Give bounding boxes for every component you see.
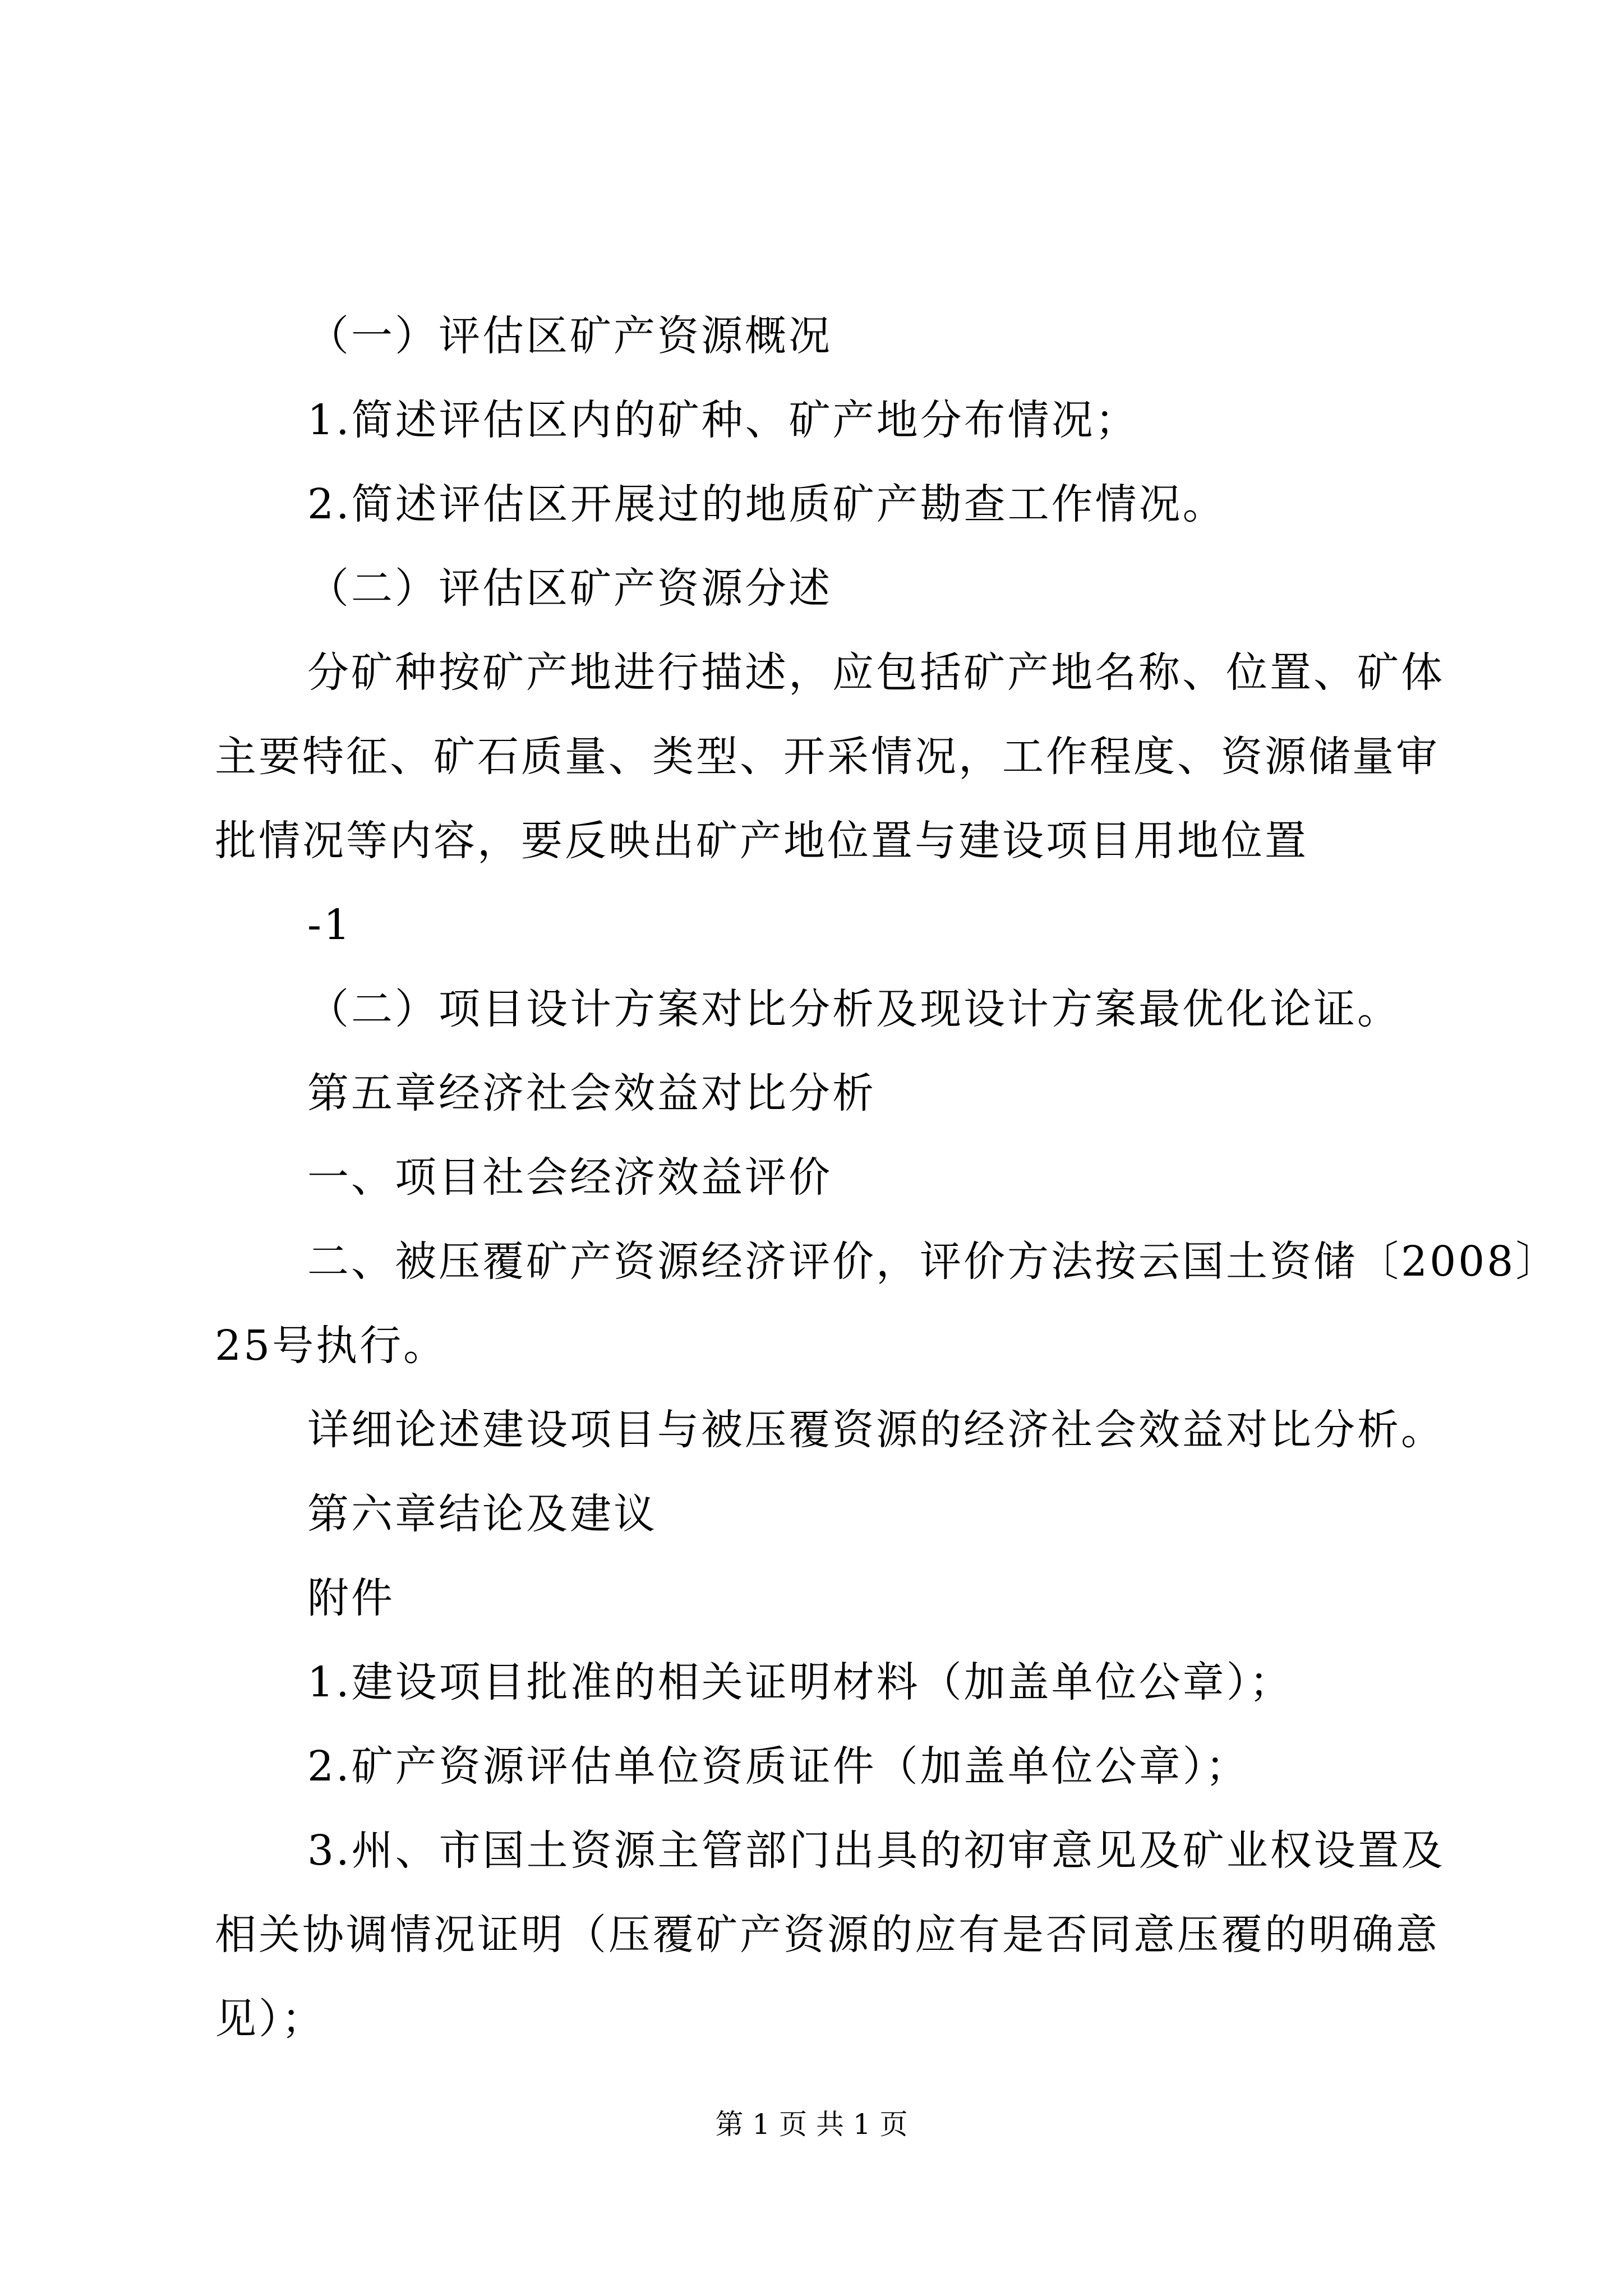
paragraph-line: 主要特征、矿石质量、类型、开采情况，工作程度、资源储量审	[215, 733, 1440, 781]
list-item-2: 2.简述评估区开展过的地质矿产勘查工作情况。	[307, 480, 1227, 528]
paragraph-line: 25号执行。	[215, 1322, 448, 1370]
paragraph-line: 分矿种按矿产地进行描述，应包括矿产地名称、位置、矿体	[307, 648, 1445, 697]
page-footer: 第 1 页 共 1 页	[715, 2108, 908, 2141]
chapter-heading-6: 第六章结论及建议	[307, 1490, 657, 1538]
list-item-1: 1.简述评估区内的矿种、矿产地分布情况；	[307, 396, 1139, 444]
attachment-item-1: 1.建设项目批准的相关证明材料（加盖单位公章）；	[307, 1658, 1293, 1706]
section-heading-evaluation: 一、项目社会经济效益评价	[307, 1153, 832, 1202]
paragraph-line: 批情况等内容，要反映出矿产地位置与建设项目用地位置	[215, 817, 1308, 865]
paragraph-line: 见）；	[215, 1995, 325, 2043]
page-number-marker: -1	[307, 901, 353, 949]
section-heading-design: （二）项目设计方案对比分析及现设计方案最优化论证。	[307, 985, 1401, 1033]
paragraph-line: 相关协调情况证明（压覆矿产资源的应有是否同意压覆的明确意	[215, 1911, 1440, 1959]
attachment-item-3: 3.州、市国土资源主管部门出具的初审意见及矿业权设置及	[307, 1826, 1445, 1875]
section-heading-details: （二）评估区矿产资源分述	[307, 564, 832, 613]
attachment-item-2: 2.矿产资源评估单位资质证件（加盖单位公章）；	[307, 1742, 1249, 1791]
attachments-heading: 附件	[307, 1574, 395, 1622]
chapter-heading-5: 第五章经济社会效益对比分析	[307, 1069, 876, 1117]
paragraph-line: 二、被压覆矿产资源经济评价，评价方法按云国土资储〔2008〕	[307, 1237, 1560, 1286]
paragraph-line: 详细论述建设项目与被压覆资源的经济社会效益对比分析。	[307, 1406, 1445, 1454]
section-heading-overview: （一）评估区矿产资源概况	[307, 312, 832, 360]
